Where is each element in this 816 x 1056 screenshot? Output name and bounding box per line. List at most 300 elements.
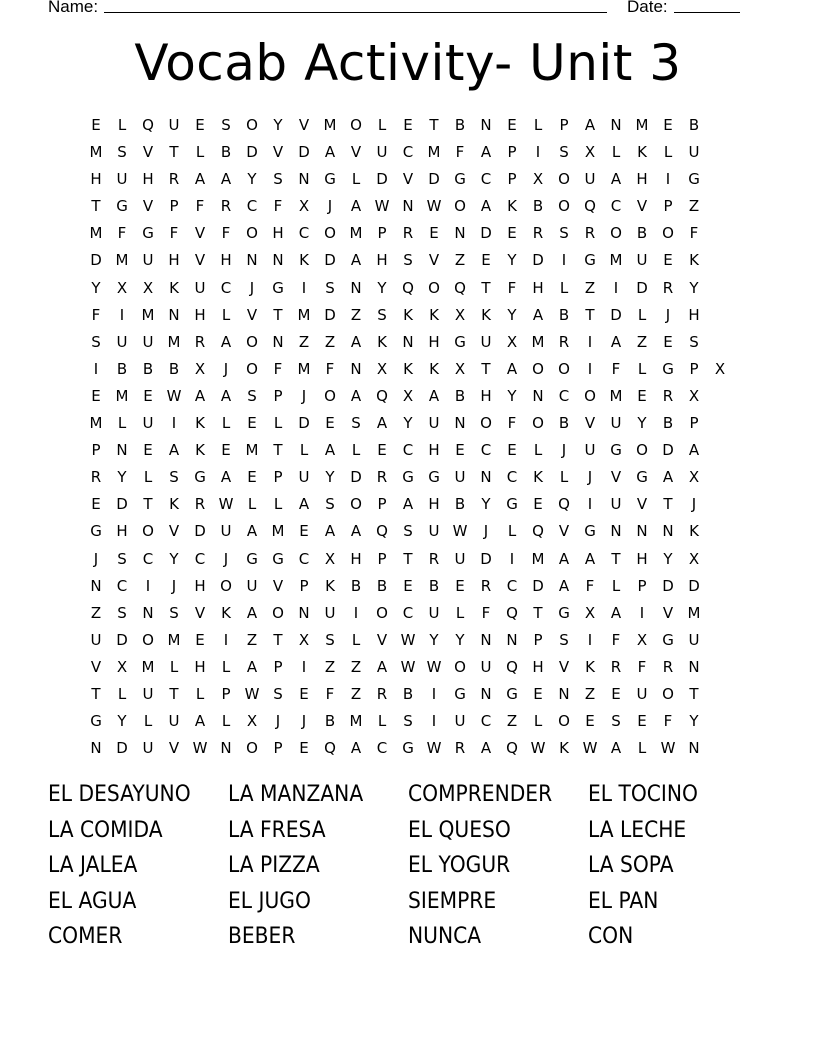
grid-letter[interactable]: C [480,170,492,189]
grid-letter[interactable]: X [584,143,596,162]
grid-letter[interactable]: I [353,603,359,622]
grid-letter[interactable]: V [194,603,206,622]
grid-letter[interactable]: H [142,170,154,189]
grid-letter[interactable]: L [351,170,361,189]
grid-letter[interactable]: G [662,359,674,378]
grid-letter[interactable]: E [585,712,595,731]
grid-letter[interactable]: Y [689,278,699,297]
grid-letter[interactable]: G [454,684,466,703]
grid-letter[interactable]: O [636,441,648,460]
grid-letter[interactable]: Z [688,197,700,216]
grid-letter[interactable]: X [688,549,700,568]
grid-letter[interactable]: A [558,576,570,595]
grid-letter[interactable]: J [327,197,333,216]
grid-letter[interactable]: P [637,576,647,595]
grid-letter[interactable]: R [584,224,596,243]
grid-letter[interactable]: R [532,224,544,243]
grid-letter[interactable]: P [169,197,179,216]
grid-letter[interactable]: U [116,332,128,351]
grid-letter[interactable]: Q [402,278,414,297]
grid-letter[interactable]: O [480,414,492,433]
grid-letter[interactable]: B [116,359,128,378]
grid-letter[interactable]: B [558,414,570,433]
grid-letter[interactable]: A [584,549,596,568]
grid-letter[interactable]: H [116,522,128,541]
grid-letter[interactable]: N [116,441,128,460]
grid-letter[interactable]: N [272,251,284,270]
grid-letter[interactable]: C [220,278,232,297]
grid-letter[interactable]: B [220,143,232,162]
grid-letter[interactable]: F [117,224,127,243]
grid-letter[interactable]: B [688,116,700,134]
grid-letter[interactable]: K [377,332,387,351]
grid-letter[interactable]: Y [377,278,387,297]
grid-letter[interactable]: A [480,197,492,216]
grid-letter[interactable]: X [532,170,544,189]
grid-letter[interactable]: F [663,712,673,731]
grid-letter[interactable]: C [116,576,128,595]
grid-letter[interactable]: A [402,495,414,514]
grid-letter[interactable]: R [480,576,492,595]
grid-letter[interactable]: F [273,197,283,216]
grid-letter[interactable]: E [403,576,413,595]
grid-letter[interactable]: W [582,739,598,758]
grid-letter[interactable]: A [480,143,492,162]
grid-letter[interactable]: Y [429,630,439,649]
grid-letter[interactable]: E [91,495,101,514]
grid-letter[interactable]: M [609,251,623,270]
grid-letter[interactable]: A [610,739,622,758]
grid-letter[interactable]: L [533,712,543,731]
grid-letter[interactable]: B [428,576,440,595]
grid-letter[interactable]: Q [584,197,596,216]
grid-letter[interactable]: D [610,305,622,324]
grid-letter[interactable]: O [428,278,440,297]
grid-letter[interactable]: R [402,224,414,243]
grid-letter[interactable]: S [559,143,569,162]
grid-letter[interactable]: G [584,251,596,270]
grid-letter[interactable]: S [377,305,387,324]
grid-letter[interactable]: M [349,224,363,243]
grid-letter[interactable]: K [195,441,205,460]
grid-letter[interactable]: A [220,468,232,487]
grid-letter[interactable]: O [662,684,674,703]
grid-letter[interactable]: I [665,170,671,189]
grid-letter[interactable]: V [662,603,674,622]
grid-letter[interactable]: A [584,116,596,134]
grid-letter[interactable]: A [350,332,362,351]
grid-letter[interactable]: U [168,116,180,134]
grid-letter[interactable]: U [454,468,466,487]
grid-letter[interactable]: I [171,414,177,433]
grid-letter[interactable]: O [246,359,258,378]
grid-letter[interactable]: G [428,468,440,487]
grid-letter[interactable]: T [169,684,179,703]
grid-letter[interactable]: N [688,657,700,676]
grid-letter[interactable]: E [247,468,257,487]
grid-letter[interactable]: G [454,170,466,189]
grid-letter[interactable]: E [637,712,647,731]
grid-letter[interactable]: A [324,143,336,162]
grid-letter[interactable]: Q [558,495,570,514]
grid-letter[interactable]: U [142,251,154,270]
grid-letter[interactable]: V [168,522,180,541]
grid-letter[interactable]: O [454,657,466,676]
grid-letter[interactable]: G [402,739,414,758]
grid-letter[interactable]: K [507,197,517,216]
grid-letter[interactable]: X [376,359,388,378]
grid-letter[interactable]: Q [376,522,388,541]
grid-letter[interactable]: S [273,170,283,189]
grid-letter[interactable]: O [142,522,154,541]
grid-letter[interactable]: L [637,305,647,324]
grid-letter[interactable]: P [91,441,101,460]
grid-letter[interactable]: I [587,359,593,378]
grid-letter[interactable]: Y [117,468,127,487]
grid-letter[interactable]: Q [532,522,544,541]
grid-letter[interactable]: K [481,305,491,324]
grid-letter[interactable]: Y [663,549,673,568]
grid-letter[interactable]: X [298,630,310,649]
grid-letter[interactable]: C [194,549,206,568]
grid-letter[interactable]: M [297,359,311,378]
grid-letter[interactable]: M [141,305,155,324]
grid-letter[interactable]: L [611,143,621,162]
grid-letter[interactable]: L [351,441,361,460]
grid-letter[interactable]: S [559,630,569,649]
grid-letter[interactable]: T [585,305,595,324]
grid-letter[interactable]: C [402,143,414,162]
grid-letter[interactable]: N [636,522,648,541]
grid-letter[interactable]: A [298,495,310,514]
grid-letter[interactable]: G [272,278,284,297]
grid-letter[interactable]: D [662,576,674,595]
grid-letter[interactable]: N [90,576,102,595]
grid-letter[interactable]: L [611,576,621,595]
grid-letter[interactable]: T [273,630,283,649]
grid-letter[interactable]: Z [584,278,596,297]
grid-letter[interactable]: U [90,630,102,649]
grid-letter[interactable]: I [119,305,125,324]
grid-letter[interactable]: E [663,116,673,134]
grid-letter[interactable]: X [454,305,466,324]
grid-letter[interactable]: K [429,305,439,324]
grid-letter[interactable]: N [532,386,544,405]
grid-letter[interactable]: T [169,143,179,162]
grid-letter[interactable]: K [637,143,647,162]
grid-letter[interactable]: X [454,359,466,378]
grid-letter[interactable]: T [403,549,413,568]
grid-letter[interactable]: T [533,603,543,622]
grid-letter[interactable]: P [689,414,699,433]
grid-letter[interactable]: I [301,278,307,297]
grid-letter[interactable]: U [584,170,596,189]
grid-letter[interactable]: H [194,576,206,595]
grid-letter[interactable]: V [142,197,154,216]
date-blank-line[interactable] [674,12,740,13]
grid-letter[interactable]: U [636,251,648,270]
grid-letter[interactable]: G [636,468,648,487]
grid-letter[interactable]: O [324,386,336,405]
grid-letter[interactable]: F [585,576,595,595]
grid-letter[interactable]: M [531,332,545,351]
grid-letter[interactable]: X [116,657,128,676]
grid-letter[interactable]: L [377,712,387,731]
grid-letter[interactable]: G [142,224,154,243]
grid-letter[interactable]: L [559,468,569,487]
grid-letter[interactable]: S [611,712,621,731]
grid-letter[interactable]: S [247,386,257,405]
grid-letter[interactable]: U [142,739,154,758]
grid-letter[interactable]: W [426,197,442,216]
grid-letter[interactable]: Z [636,332,648,351]
grid-letter[interactable]: N [350,278,362,297]
grid-letter[interactable]: R [662,278,674,297]
grid-letter[interactable]: L [195,684,205,703]
grid-letter[interactable]: S [91,332,101,351]
grid-letter[interactable]: D [480,549,492,568]
grid-letter[interactable]: S [325,278,335,297]
grid-letter[interactable]: L [507,522,517,541]
grid-letter[interactable]: A [220,332,232,351]
grid-letter[interactable]: U [610,495,622,514]
grid-letter[interactable]: J [249,278,255,297]
grid-letter[interactable]: E [377,441,387,460]
grid-letter[interactable]: V [90,657,102,676]
grid-letter[interactable]: E [455,576,465,595]
grid-letter[interactable]: U [428,603,440,622]
grid-letter[interactable]: R [376,468,388,487]
grid-letter[interactable]: L [221,305,231,324]
grid-letter[interactable]: J [483,522,489,541]
grid-letter[interactable]: Y [455,630,465,649]
grid-letter[interactable]: L [221,657,231,676]
grid-letter[interactable]: T [91,684,101,703]
grid-letter[interactable]: V [298,116,310,134]
grid-letter[interactable]: J [93,549,99,568]
grid-letter[interactable]: C [480,441,492,460]
grid-letter[interactable]: A [688,441,700,460]
grid-letter[interactable]: L [117,684,127,703]
grid-letter[interactable]: K [689,522,699,541]
grid-letter[interactable]: E [91,116,101,134]
grid-letter[interactable]: V [610,468,622,487]
grid-letter[interactable]: I [535,143,541,162]
grid-letter[interactable]: C [506,576,518,595]
grid-letter[interactable]: E [195,630,205,649]
grid-letter[interactable]: P [273,657,283,676]
grid-letter[interactable]: T [611,549,621,568]
grid-letter[interactable]: A [324,441,336,460]
grid-letter[interactable]: X [402,386,414,405]
grid-letter[interactable]: L [117,116,127,134]
grid-letter[interactable]: D [194,522,206,541]
grid-letter[interactable]: F [221,224,231,243]
grid-letter[interactable]: U [194,278,206,297]
grid-letter[interactable]: C [610,197,622,216]
grid-letter[interactable]: E [143,386,153,405]
grid-letter[interactable]: L [195,143,205,162]
grid-letter[interactable]: A [246,657,258,676]
grid-letter[interactable]: N [480,116,492,134]
grid-letter[interactable]: C [142,549,154,568]
grid-letter[interactable]: H [688,305,700,324]
grid-letter[interactable]: V [272,576,284,595]
grid-letter[interactable]: X [584,603,596,622]
grid-letter[interactable]: Z [246,630,258,649]
grid-letter[interactable]: N [350,359,362,378]
grid-letter[interactable]: H [376,251,388,270]
grid-letter[interactable]: L [637,359,647,378]
grid-letter[interactable]: I [639,603,645,622]
grid-letter[interactable]: V [428,251,440,270]
grid-letter[interactable]: N [662,522,674,541]
grid-letter[interactable]: D [298,143,310,162]
grid-letter[interactable]: J [587,468,593,487]
grid-letter[interactable]: K [403,305,413,324]
grid-letter[interactable]: Q [324,739,336,758]
grid-letter[interactable]: C [402,603,414,622]
grid-letter[interactable]: L [455,603,465,622]
grid-letter[interactable]: C [246,197,258,216]
grid-letter[interactable]: O [246,116,258,134]
grid-letter[interactable]: U [688,143,700,162]
grid-letter[interactable]: A [610,332,622,351]
grid-letter[interactable]: C [480,712,492,731]
grid-letter[interactable]: R [168,170,180,189]
grid-letter[interactable]: A [480,739,492,758]
grid-letter[interactable]: I [561,251,567,270]
grid-letter[interactable]: W [426,657,442,676]
grid-letter[interactable]: X [506,332,518,351]
grid-letter[interactable]: I [93,359,99,378]
grid-letter[interactable]: M [635,116,649,134]
grid-letter[interactable]: P [689,359,699,378]
grid-letter[interactable]: D [376,170,388,189]
grid-letter[interactable]: P [221,684,231,703]
grid-letter[interactable]: I [301,657,307,676]
grid-letter[interactable]: E [247,414,257,433]
grid-letter[interactable]: A [558,549,570,568]
grid-letter[interactable]: W [192,739,208,758]
grid-letter[interactable]: P [507,143,517,162]
grid-letter[interactable]: V [194,251,206,270]
grid-letter[interactable]: F [455,143,465,162]
grid-letter[interactable]: M [115,386,129,405]
grid-letter[interactable]: N [454,224,466,243]
grid-letter[interactable]: X [142,278,154,297]
grid-letter[interactable]: F [611,359,621,378]
grid-letter[interactable]: V [402,170,414,189]
grid-letter[interactable]: J [301,712,307,731]
grid-letter[interactable]: W [660,739,676,758]
grid-letter[interactable]: Z [298,332,310,351]
grid-letter[interactable]: F [481,603,491,622]
grid-letter[interactable]: O [246,224,258,243]
grid-letter[interactable]: B [558,305,570,324]
grid-letter[interactable]: K [195,414,205,433]
grid-letter[interactable]: B [376,576,388,595]
grid-letter[interactable]: R [428,549,440,568]
grid-letter[interactable]: T [663,495,673,514]
grid-letter[interactable]: Y [481,495,491,514]
grid-letter[interactable]: Q [506,603,518,622]
grid-letter[interactable]: S [403,522,413,541]
grid-letter[interactable]: I [587,630,593,649]
grid-letter[interactable]: Y [91,278,101,297]
grid-letter[interactable]: S [169,603,179,622]
grid-letter[interactable]: V [168,739,180,758]
grid-letter[interactable]: P [273,468,283,487]
grid-letter[interactable]: G [506,684,518,703]
grid-letter[interactable]: R [376,684,388,703]
grid-letter[interactable]: H [636,170,648,189]
grid-letter[interactable]: U [168,712,180,731]
grid-letter[interactable]: O [610,224,622,243]
grid-letter[interactable]: X [688,468,700,487]
grid-letter[interactable]: E [533,495,543,514]
grid-letter[interactable]: J [301,386,307,405]
grid-letter[interactable]: E [429,224,439,243]
grid-letter[interactable]: K [403,359,413,378]
grid-letter[interactable]: E [637,386,647,405]
grid-letter[interactable]: E [299,739,309,758]
grid-letter[interactable]: X [298,197,310,216]
grid-letter[interactable]: H [532,657,544,676]
grid-letter[interactable]: K [299,251,309,270]
grid-letter[interactable]: A [168,441,180,460]
grid-letter[interactable]: I [145,576,151,595]
grid-letter[interactable]: P [273,386,283,405]
grid-letter[interactable]: V [246,305,258,324]
grid-letter[interactable]: N [454,414,466,433]
grid-letter[interactable]: G [610,441,622,460]
grid-letter[interactable]: G [454,332,466,351]
grid-letter[interactable]: R [662,657,674,676]
grid-letter[interactable]: Z [90,603,102,622]
grid-letter[interactable]: K [169,278,179,297]
grid-letter[interactable]: O [272,603,284,622]
grid-letter[interactable]: A [246,603,258,622]
grid-letter[interactable]: M [167,630,181,649]
grid-letter[interactable]: G [324,170,336,189]
grid-letter[interactable]: Z [350,657,362,676]
grid-letter[interactable]: E [91,386,101,405]
grid-letter[interactable]: N [298,170,310,189]
grid-letter[interactable]: A [376,414,388,433]
grid-letter[interactable]: B [402,684,414,703]
grid-letter[interactable]: H [272,224,284,243]
grid-letter[interactable]: H [350,549,362,568]
grid-letter[interactable]: Z [584,684,596,703]
grid-letter[interactable]: O [142,630,154,649]
grid-letter[interactable]: G [558,603,570,622]
grid-letter[interactable]: W [426,739,442,758]
grid-letter[interactable]: Y [507,386,517,405]
grid-letter[interactable]: R [194,332,206,351]
grid-letter[interactable]: E [533,684,543,703]
grid-letter[interactable]: R [662,386,674,405]
grid-letter[interactable]: F [637,657,647,676]
grid-letter[interactable]: D [662,441,674,460]
grid-letter[interactable]: H [168,251,180,270]
grid-letter[interactable]: S [403,712,413,731]
grid-letter[interactable]: Q [142,116,154,134]
grid-letter[interactable]: P [273,739,283,758]
grid-letter[interactable]: M [141,657,155,676]
grid-letter[interactable]: Z [324,657,336,676]
grid-letter[interactable]: X [688,386,700,405]
